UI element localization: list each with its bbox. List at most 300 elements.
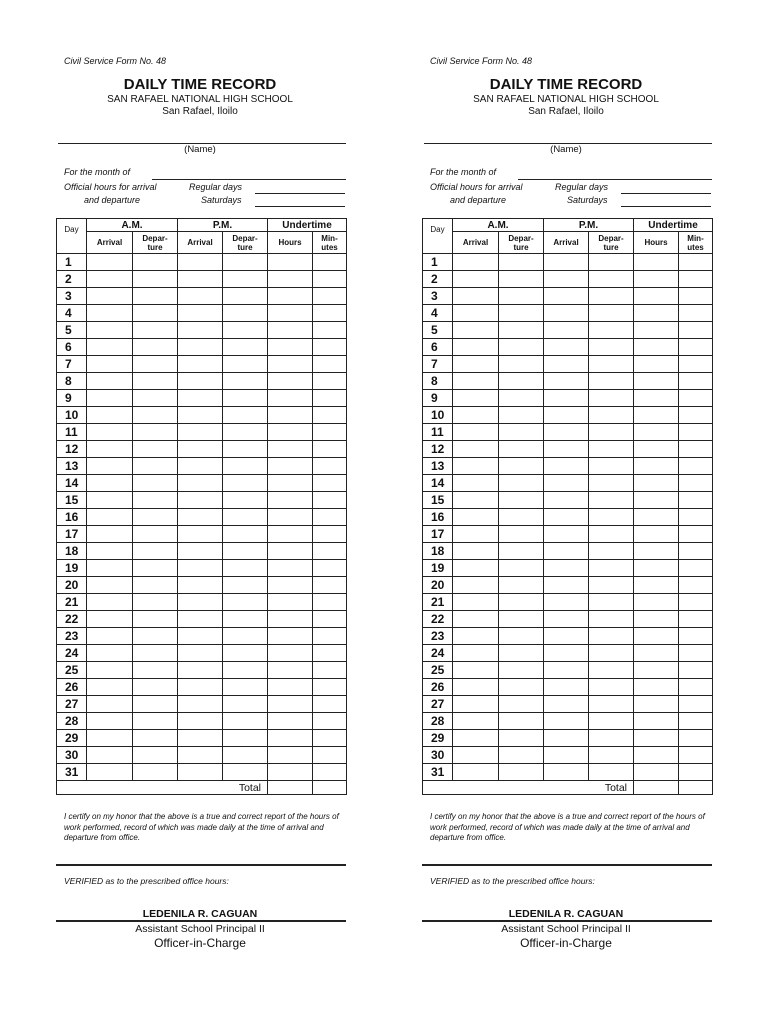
am-arrival-cell[interactable] <box>453 441 499 458</box>
am-departure-cell[interactable] <box>499 645 544 662</box>
undertime-minutes-cell[interactable] <box>679 492 713 509</box>
pm-departure-cell[interactable] <box>589 424 634 441</box>
am-departure-cell[interactable] <box>133 322 178 339</box>
pm-departure-cell[interactable] <box>589 407 634 424</box>
undertime-hours-cell[interactable] <box>268 594 313 611</box>
am-arrival-cell[interactable] <box>453 509 499 526</box>
pm-arrival-cell[interactable] <box>544 356 589 373</box>
am-arrival-cell[interactable] <box>87 611 133 628</box>
pm-departure-cell[interactable] <box>223 322 268 339</box>
am-arrival-cell[interactable] <box>87 662 133 679</box>
pm-arrival-cell[interactable] <box>544 492 589 509</box>
undertime-minutes-cell[interactable] <box>313 696 347 713</box>
undertime-hours-cell[interactable] <box>634 696 679 713</box>
am-departure-cell[interactable] <box>499 339 544 356</box>
undertime-minutes-cell[interactable] <box>679 594 713 611</box>
am-arrival-cell[interactable] <box>87 577 133 594</box>
am-departure-cell[interactable] <box>499 594 544 611</box>
undertime-hours-cell[interactable] <box>268 560 313 577</box>
undertime-minutes-cell[interactable] <box>679 373 713 390</box>
am-departure-cell[interactable] <box>133 764 178 781</box>
undertime-minutes-cell[interactable] <box>679 526 713 543</box>
am-departure-cell[interactable] <box>133 424 178 441</box>
am-arrival-cell[interactable] <box>87 594 133 611</box>
pm-departure-cell[interactable] <box>223 339 268 356</box>
undertime-hours-cell[interactable] <box>268 390 313 407</box>
am-departure-cell[interactable] <box>133 254 178 271</box>
pm-departure-cell[interactable] <box>589 696 634 713</box>
am-departure-cell[interactable] <box>499 696 544 713</box>
undertime-hours-cell[interactable] <box>634 577 679 594</box>
am-departure-cell[interactable] <box>133 526 178 543</box>
undertime-minutes-cell[interactable] <box>679 339 713 356</box>
am-departure-cell[interactable] <box>133 356 178 373</box>
undertime-hours-cell[interactable] <box>268 662 313 679</box>
undertime-hours-cell[interactable] <box>634 458 679 475</box>
pm-departure-cell[interactable] <box>589 356 634 373</box>
pm-departure-cell[interactable] <box>589 305 634 322</box>
undertime-minutes-cell[interactable] <box>313 373 347 390</box>
undertime-hours-cell[interactable] <box>268 373 313 390</box>
undertime-minutes-cell[interactable] <box>679 645 713 662</box>
undertime-minutes-cell[interactable] <box>679 764 713 781</box>
pm-departure-cell[interactable] <box>589 662 634 679</box>
undertime-hours-cell[interactable] <box>268 730 313 747</box>
am-departure-cell[interactable] <box>499 543 544 560</box>
am-departure-cell[interactable] <box>499 764 544 781</box>
regular-days-line[interactable] <box>255 193 345 194</box>
undertime-minutes-cell[interactable] <box>313 322 347 339</box>
am-arrival-cell[interactable] <box>453 628 499 645</box>
undertime-minutes-cell[interactable] <box>679 509 713 526</box>
am-arrival-cell[interactable] <box>453 594 499 611</box>
undertime-minutes-cell[interactable] <box>313 390 347 407</box>
pm-arrival-cell[interactable] <box>544 458 589 475</box>
am-departure-cell[interactable] <box>133 611 178 628</box>
pm-arrival-cell[interactable] <box>178 560 223 577</box>
undertime-hours-cell[interactable] <box>634 254 679 271</box>
am-arrival-cell[interactable] <box>87 560 133 577</box>
undertime-minutes-cell[interactable] <box>313 764 347 781</box>
undertime-minutes-cell[interactable] <box>313 679 347 696</box>
undertime-minutes-cell[interactable] <box>313 747 347 764</box>
am-arrival-cell[interactable] <box>87 407 133 424</box>
pm-departure-cell[interactable] <box>589 288 634 305</box>
pm-departure-cell[interactable] <box>223 713 268 730</box>
pm-arrival-cell[interactable] <box>544 577 589 594</box>
am-arrival-cell[interactable] <box>453 356 499 373</box>
am-arrival-cell[interactable] <box>453 254 499 271</box>
am-arrival-cell[interactable] <box>453 577 499 594</box>
saturdays-line[interactable] <box>621 206 711 207</box>
pm-departure-cell[interactable] <box>589 322 634 339</box>
am-arrival-cell[interactable] <box>453 322 499 339</box>
am-arrival-cell[interactable] <box>453 271 499 288</box>
am-arrival-cell[interactable] <box>453 424 499 441</box>
pm-departure-cell[interactable] <box>223 679 268 696</box>
am-departure-cell[interactable] <box>499 747 544 764</box>
undertime-minutes-cell[interactable] <box>313 543 347 560</box>
pm-departure-cell[interactable] <box>589 713 634 730</box>
pm-departure-cell[interactable] <box>223 492 268 509</box>
pm-arrival-cell[interactable] <box>178 373 223 390</box>
undertime-hours-cell[interactable] <box>634 492 679 509</box>
undertime-hours-cell[interactable] <box>634 526 679 543</box>
pm-arrival-cell[interactable] <box>178 628 223 645</box>
undertime-hours-cell[interactable] <box>634 407 679 424</box>
total-minutes-cell[interactable] <box>313 781 347 795</box>
am-arrival-cell[interactable] <box>453 339 499 356</box>
undertime-minutes-cell[interactable] <box>313 577 347 594</box>
am-arrival-cell[interactable] <box>87 713 133 730</box>
undertime-hours-cell[interactable] <box>268 696 313 713</box>
am-departure-cell[interactable] <box>133 339 178 356</box>
undertime-hours-cell[interactable] <box>268 509 313 526</box>
undertime-minutes-cell[interactable] <box>679 713 713 730</box>
pm-arrival-cell[interactable] <box>178 441 223 458</box>
undertime-hours-cell[interactable] <box>268 577 313 594</box>
undertime-minutes-cell[interactable] <box>313 339 347 356</box>
undertime-hours-cell[interactable] <box>634 594 679 611</box>
am-arrival-cell[interactable] <box>87 254 133 271</box>
undertime-minutes-cell[interactable] <box>679 696 713 713</box>
undertime-hours-cell[interactable] <box>634 509 679 526</box>
undertime-hours-cell[interactable] <box>268 611 313 628</box>
am-departure-cell[interactable] <box>499 611 544 628</box>
am-departure-cell[interactable] <box>499 560 544 577</box>
pm-departure-cell[interactable] <box>589 526 634 543</box>
am-departure-cell[interactable] <box>133 543 178 560</box>
undertime-hours-cell[interactable] <box>634 271 679 288</box>
undertime-hours-cell[interactable] <box>634 424 679 441</box>
undertime-minutes-cell[interactable] <box>313 645 347 662</box>
undertime-hours-cell[interactable] <box>634 390 679 407</box>
am-arrival-cell[interactable] <box>87 305 133 322</box>
pm-departure-cell[interactable] <box>223 526 268 543</box>
undertime-minutes-cell[interactable] <box>313 713 347 730</box>
am-departure-cell[interactable] <box>133 475 178 492</box>
undertime-minutes-cell[interactable] <box>679 662 713 679</box>
undertime-hours-cell[interactable] <box>634 356 679 373</box>
undertime-minutes-cell[interactable] <box>313 611 347 628</box>
pm-departure-cell[interactable] <box>589 271 634 288</box>
pm-arrival-cell[interactable] <box>178 696 223 713</box>
am-departure-cell[interactable] <box>499 305 544 322</box>
am-arrival-cell[interactable] <box>87 390 133 407</box>
am-departure-cell[interactable] <box>499 577 544 594</box>
undertime-minutes-cell[interactable] <box>313 526 347 543</box>
pm-departure-cell[interactable] <box>589 645 634 662</box>
undertime-hours-cell[interactable] <box>634 305 679 322</box>
undertime-hours-cell[interactable] <box>268 322 313 339</box>
total-hours-cell[interactable] <box>268 781 313 795</box>
am-departure-cell[interactable] <box>133 271 178 288</box>
pm-arrival-cell[interactable] <box>178 543 223 560</box>
pm-arrival-cell[interactable] <box>544 322 589 339</box>
pm-departure-cell[interactable] <box>589 441 634 458</box>
pm-departure-cell[interactable] <box>589 611 634 628</box>
undertime-minutes-cell[interactable] <box>313 560 347 577</box>
regular-days-line[interactable] <box>621 193 711 194</box>
pm-arrival-cell[interactable] <box>544 628 589 645</box>
undertime-minutes-cell[interactable] <box>679 475 713 492</box>
pm-departure-cell[interactable] <box>223 254 268 271</box>
am-arrival-cell[interactable] <box>87 526 133 543</box>
undertime-minutes-cell[interactable] <box>313 288 347 305</box>
pm-arrival-cell[interactable] <box>178 764 223 781</box>
pm-departure-cell[interactable] <box>223 696 268 713</box>
pm-arrival-cell[interactable] <box>178 424 223 441</box>
pm-arrival-cell[interactable] <box>178 509 223 526</box>
undertime-minutes-cell[interactable] <box>313 628 347 645</box>
pm-departure-cell[interactable] <box>223 560 268 577</box>
undertime-hours-cell[interactable] <box>268 424 313 441</box>
undertime-minutes-cell[interactable] <box>679 577 713 594</box>
pm-departure-cell[interactable] <box>223 441 268 458</box>
pm-arrival-cell[interactable] <box>544 509 589 526</box>
pm-departure-cell[interactable] <box>589 390 634 407</box>
undertime-hours-cell[interactable] <box>268 305 313 322</box>
pm-departure-cell[interactable] <box>589 475 634 492</box>
am-arrival-cell[interactable] <box>87 373 133 390</box>
undertime-hours-cell[interactable] <box>634 288 679 305</box>
undertime-minutes-cell[interactable] <box>313 662 347 679</box>
am-departure-cell[interactable] <box>499 288 544 305</box>
undertime-hours-cell[interactable] <box>634 662 679 679</box>
pm-departure-cell[interactable] <box>589 747 634 764</box>
pm-departure-cell[interactable] <box>223 628 268 645</box>
undertime-minutes-cell[interactable] <box>679 543 713 560</box>
undertime-hours-cell[interactable] <box>268 492 313 509</box>
pm-departure-cell[interactable] <box>223 662 268 679</box>
pm-arrival-cell[interactable] <box>544 662 589 679</box>
employee-signature-line[interactable] <box>56 864 346 866</box>
am-departure-cell[interactable] <box>499 458 544 475</box>
undertime-minutes-cell[interactable] <box>313 730 347 747</box>
pm-arrival-cell[interactable] <box>544 390 589 407</box>
undertime-hours-cell[interactable] <box>634 730 679 747</box>
pm-arrival-cell[interactable] <box>178 526 223 543</box>
undertime-minutes-cell[interactable] <box>679 407 713 424</box>
am-arrival-cell[interactable] <box>453 492 499 509</box>
undertime-hours-cell[interactable] <box>268 764 313 781</box>
am-departure-cell[interactable] <box>499 254 544 271</box>
am-arrival-cell[interactable] <box>87 730 133 747</box>
pm-arrival-cell[interactable] <box>178 339 223 356</box>
pm-departure-cell[interactable] <box>223 730 268 747</box>
am-departure-cell[interactable] <box>499 475 544 492</box>
undertime-minutes-cell[interactable] <box>313 594 347 611</box>
am-arrival-cell[interactable] <box>87 764 133 781</box>
pm-arrival-cell[interactable] <box>544 594 589 611</box>
pm-arrival-cell[interactable] <box>544 271 589 288</box>
am-departure-cell[interactable] <box>499 679 544 696</box>
undertime-minutes-cell[interactable] <box>679 747 713 764</box>
undertime-hours-cell[interactable] <box>268 543 313 560</box>
pm-departure-cell[interactable] <box>223 764 268 781</box>
pm-departure-cell[interactable] <box>223 271 268 288</box>
undertime-minutes-cell[interactable] <box>313 475 347 492</box>
am-departure-cell[interactable] <box>133 373 178 390</box>
pm-departure-cell[interactable] <box>589 560 634 577</box>
undertime-minutes-cell[interactable] <box>313 407 347 424</box>
pm-arrival-cell[interactable] <box>178 662 223 679</box>
pm-arrival-cell[interactable] <box>178 356 223 373</box>
undertime-hours-cell[interactable] <box>634 611 679 628</box>
am-departure-cell[interactable] <box>133 594 178 611</box>
pm-departure-cell[interactable] <box>589 373 634 390</box>
am-departure-cell[interactable] <box>133 577 178 594</box>
pm-departure-cell[interactable] <box>589 458 634 475</box>
undertime-hours-cell[interactable] <box>268 288 313 305</box>
pm-arrival-cell[interactable] <box>178 577 223 594</box>
pm-departure-cell[interactable] <box>589 339 634 356</box>
am-arrival-cell[interactable] <box>87 492 133 509</box>
am-arrival-cell[interactable] <box>87 339 133 356</box>
pm-departure-cell[interactable] <box>223 645 268 662</box>
am-arrival-cell[interactable] <box>87 509 133 526</box>
pm-departure-cell[interactable] <box>223 543 268 560</box>
pm-departure-cell[interactable] <box>223 373 268 390</box>
pm-departure-cell[interactable] <box>589 254 634 271</box>
month-line[interactable] <box>518 179 712 180</box>
pm-arrival-cell[interactable] <box>544 645 589 662</box>
pm-departure-cell[interactable] <box>223 305 268 322</box>
undertime-minutes-cell[interactable] <box>679 679 713 696</box>
pm-arrival-cell[interactable] <box>178 407 223 424</box>
undertime-hours-cell[interactable] <box>634 322 679 339</box>
saturdays-line[interactable] <box>255 206 345 207</box>
undertime-minutes-cell[interactable] <box>313 441 347 458</box>
am-departure-cell[interactable] <box>133 560 178 577</box>
pm-arrival-cell[interactable] <box>178 254 223 271</box>
pm-departure-cell[interactable] <box>223 475 268 492</box>
am-departure-cell[interactable] <box>133 662 178 679</box>
pm-arrival-cell[interactable] <box>544 713 589 730</box>
am-departure-cell[interactable] <box>133 645 178 662</box>
pm-arrival-cell[interactable] <box>178 594 223 611</box>
undertime-hours-cell[interactable] <box>634 373 679 390</box>
am-departure-cell[interactable] <box>499 424 544 441</box>
am-arrival-cell[interactable] <box>453 560 499 577</box>
pm-arrival-cell[interactable] <box>544 764 589 781</box>
pm-arrival-cell[interactable] <box>544 747 589 764</box>
am-departure-cell[interactable] <box>499 322 544 339</box>
undertime-minutes-cell[interactable] <box>679 305 713 322</box>
pm-departure-cell[interactable] <box>589 509 634 526</box>
undertime-minutes-cell[interactable] <box>313 458 347 475</box>
undertime-hours-cell[interactable] <box>634 764 679 781</box>
undertime-hours-cell[interactable] <box>268 356 313 373</box>
undertime-hours-cell[interactable] <box>268 441 313 458</box>
undertime-hours-cell[interactable] <box>634 441 679 458</box>
undertime-hours-cell[interactable] <box>268 407 313 424</box>
pm-arrival-cell[interactable] <box>178 288 223 305</box>
am-arrival-cell[interactable] <box>87 424 133 441</box>
pm-departure-cell[interactable] <box>223 458 268 475</box>
am-arrival-cell[interactable] <box>453 288 499 305</box>
am-arrival-cell[interactable] <box>453 543 499 560</box>
pm-arrival-cell[interactable] <box>178 679 223 696</box>
pm-arrival-cell[interactable] <box>544 407 589 424</box>
pm-departure-cell[interactable] <box>589 492 634 509</box>
am-arrival-cell[interactable] <box>453 373 499 390</box>
undertime-hours-cell[interactable] <box>268 254 313 271</box>
am-departure-cell[interactable] <box>499 526 544 543</box>
pm-departure-cell[interactable] <box>589 764 634 781</box>
undertime-minutes-cell[interactable] <box>679 356 713 373</box>
pm-arrival-cell[interactable] <box>178 730 223 747</box>
undertime-minutes-cell[interactable] <box>679 458 713 475</box>
am-arrival-cell[interactable] <box>87 679 133 696</box>
am-departure-cell[interactable] <box>133 288 178 305</box>
undertime-minutes-cell[interactable] <box>313 509 347 526</box>
am-departure-cell[interactable] <box>133 713 178 730</box>
am-departure-cell[interactable] <box>133 390 178 407</box>
pm-departure-cell[interactable] <box>589 730 634 747</box>
am-arrival-cell[interactable] <box>453 458 499 475</box>
undertime-minutes-cell[interactable] <box>679 424 713 441</box>
pm-departure-cell[interactable] <box>589 577 634 594</box>
pm-arrival-cell[interactable] <box>544 339 589 356</box>
month-line[interactable] <box>152 179 346 180</box>
undertime-minutes-cell[interactable] <box>679 390 713 407</box>
pm-arrival-cell[interactable] <box>544 254 589 271</box>
am-departure-cell[interactable] <box>133 730 178 747</box>
undertime-minutes-cell[interactable] <box>313 424 347 441</box>
pm-departure-cell[interactable] <box>223 407 268 424</box>
am-departure-cell[interactable] <box>133 628 178 645</box>
pm-arrival-cell[interactable] <box>544 373 589 390</box>
undertime-hours-cell[interactable] <box>634 679 679 696</box>
am-departure-cell[interactable] <box>499 356 544 373</box>
undertime-hours-cell[interactable] <box>268 679 313 696</box>
pm-arrival-cell[interactable] <box>544 441 589 458</box>
pm-departure-cell[interactable] <box>589 628 634 645</box>
am-departure-cell[interactable] <box>499 390 544 407</box>
pm-arrival-cell[interactable] <box>178 492 223 509</box>
undertime-hours-cell[interactable] <box>268 339 313 356</box>
undertime-hours-cell[interactable] <box>268 747 313 764</box>
pm-arrival-cell[interactable] <box>544 543 589 560</box>
pm-departure-cell[interactable] <box>223 288 268 305</box>
am-departure-cell[interactable] <box>499 441 544 458</box>
undertime-hours-cell[interactable] <box>268 526 313 543</box>
am-arrival-cell[interactable] <box>453 305 499 322</box>
am-arrival-cell[interactable] <box>87 356 133 373</box>
am-departure-cell[interactable] <box>499 730 544 747</box>
pm-arrival-cell[interactable] <box>544 611 589 628</box>
am-arrival-cell[interactable] <box>87 441 133 458</box>
am-departure-cell[interactable] <box>499 492 544 509</box>
am-arrival-cell[interactable] <box>87 747 133 764</box>
undertime-minutes-cell[interactable] <box>679 254 713 271</box>
undertime-minutes-cell[interactable] <box>679 288 713 305</box>
pm-arrival-cell[interactable] <box>178 475 223 492</box>
undertime-hours-cell[interactable] <box>268 628 313 645</box>
pm-departure-cell[interactable] <box>223 424 268 441</box>
undertime-hours-cell[interactable] <box>268 458 313 475</box>
pm-departure-cell[interactable] <box>589 679 634 696</box>
pm-departure-cell[interactable] <box>223 594 268 611</box>
am-arrival-cell[interactable] <box>87 543 133 560</box>
pm-arrival-cell[interactable] <box>544 475 589 492</box>
undertime-minutes-cell[interactable] <box>679 628 713 645</box>
undertime-minutes-cell[interactable] <box>679 730 713 747</box>
pm-arrival-cell[interactable] <box>544 424 589 441</box>
undertime-minutes-cell[interactable] <box>679 271 713 288</box>
undertime-hours-cell[interactable] <box>268 271 313 288</box>
